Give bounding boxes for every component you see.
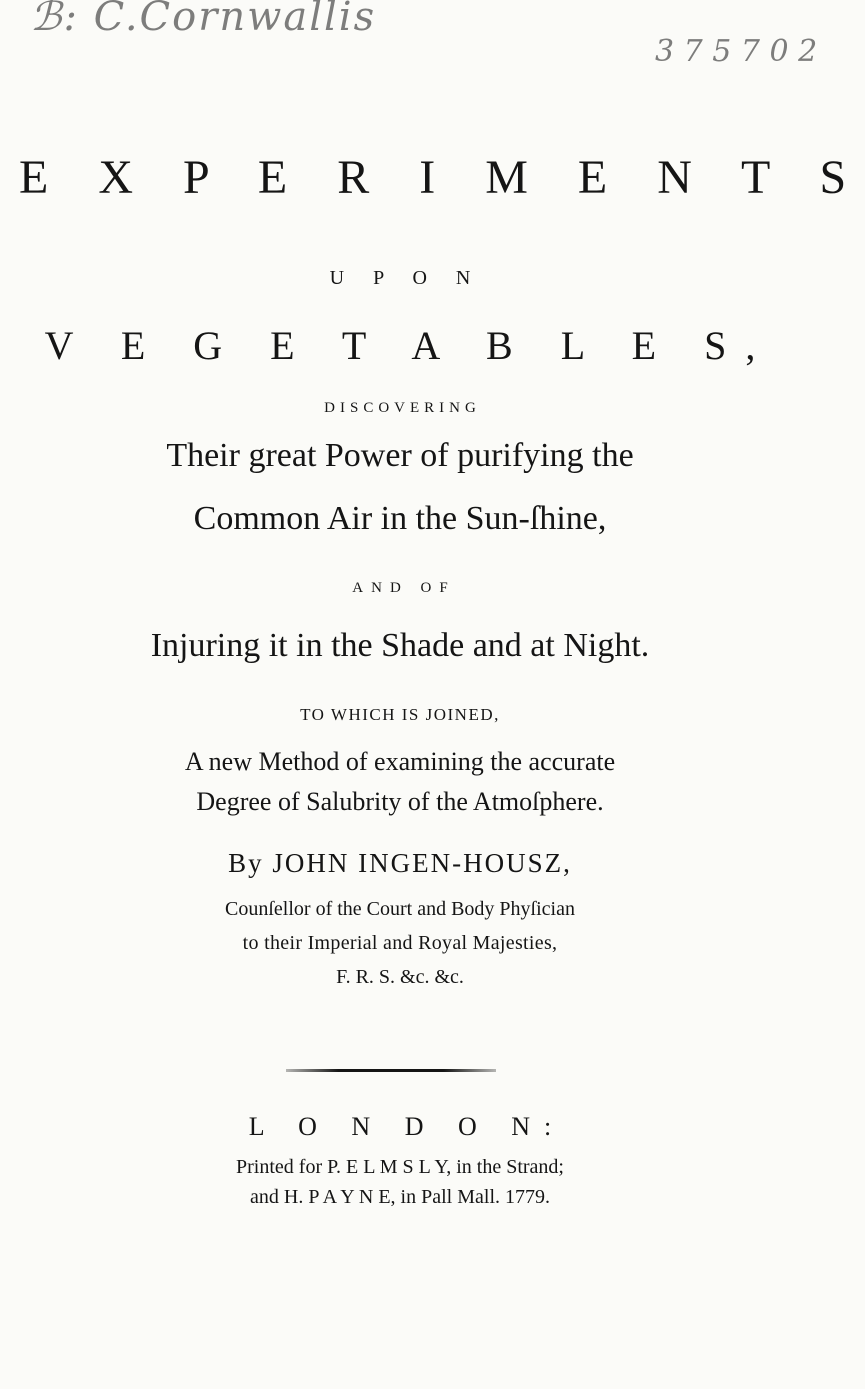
imprint-line-1: Printed for P. E L M S L Y, in the Strand; <box>236 1156 564 1178</box>
author-line: By JOHN INGEN-HOUSZ, <box>228 848 572 878</box>
title-line-vegetables: V E G E T A B L E S, <box>44 323 775 368</box>
method-line-1: A new Method of examining the accurate <box>184 747 616 776</box>
subtitle-line-3: Injuring it in the Shade and at Night. <box>150 627 650 664</box>
subtitle-and-of: AND OF <box>352 580 456 596</box>
credentials-line-1: Counſellor of the Court and Body Phyſician <box>225 898 575 920</box>
credentials-line-2: to their Imperial and Royal Majesties, <box>242 932 558 954</box>
imprint-line-2: and H. P A Y N E, in Pall Mall. 1779. <box>250 1186 550 1208</box>
title-line-upon: U P O N <box>329 267 483 289</box>
subtitle-line-2: Common Air in the Sun-ſhine, <box>193 500 607 537</box>
credentials-line-3: F. R. S. &c. &c. <box>336 966 464 988</box>
title-line-experiments: E X P E R I M E N T S <box>19 151 865 204</box>
handwritten-signature: ℬ: C.Cornwallis <box>30 0 377 40</box>
subtitle-line-1: Their great Power of purifying the <box>166 437 634 474</box>
method-line-2: Degree of Salubrity of the Atmoſphere. <box>196 787 604 816</box>
handwritten-shelfmark: 3 7 5 7 0 2 <box>655 34 818 69</box>
ornamental-rule <box>286 1069 496 1072</box>
joined-heading: TO WHICH IS JOINED, <box>300 705 500 724</box>
imprint-city: L O N D O N: <box>248 1112 566 1141</box>
subtitle-discovering: DISCOVERING <box>324 400 481 416</box>
